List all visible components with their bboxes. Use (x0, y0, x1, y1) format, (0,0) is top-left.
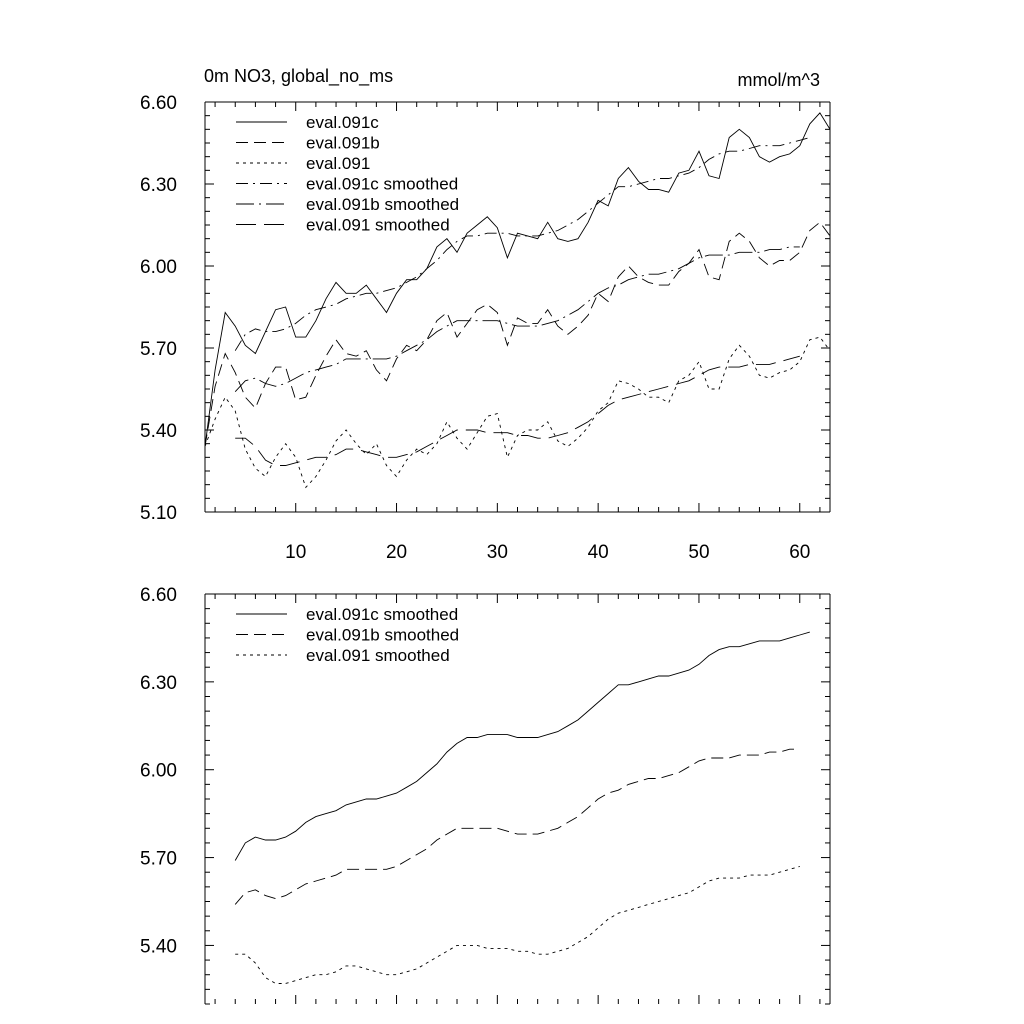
bottom-panel (140, 585, 830, 1004)
y-tick-label: 5.10 (140, 503, 177, 524)
y-tick-label: 6.60 (140, 93, 177, 114)
y-tick-label: 6.30 (140, 672, 177, 694)
chart-title: 0m NO3, global_no_ms (204, 66, 394, 86)
y-tick-label: 6.60 (140, 585, 177, 606)
legend-label: eval.091 (306, 154, 371, 173)
y-tick-label: 6.00 (140, 257, 177, 278)
series-line (205, 337, 830, 487)
legend-label: eval.091 smoothed (306, 215, 450, 235)
y-tick-label: 5.40 (140, 421, 177, 442)
legend-label: eval.091c smoothed (306, 605, 459, 624)
x-tick-label: 60 (789, 542, 811, 563)
series-line (235, 356, 800, 465)
legend-label: eval.091b (306, 133, 380, 153)
legend-label: eval.091c smoothed (306, 174, 459, 194)
y-tick-label: 6.30 (140, 175, 177, 196)
legend-label: eval.091c (306, 113, 379, 132)
y-tick-label: 5.70 (140, 848, 177, 870)
y-tick-label: 6.00 (140, 760, 177, 782)
units-label: mmol/m^3 (737, 70, 820, 90)
legend-label: eval.091b smoothed (306, 195, 460, 214)
y-tick-label: 5.70 (140, 339, 177, 360)
x-tick-label: 40 (587, 542, 609, 563)
series-line (235, 247, 800, 392)
x-tick-label: 20 (385, 542, 408, 563)
legend-label: eval.091b smoothed (306, 625, 460, 645)
x-tick-label: 30 (486, 542, 508, 563)
series-line (205, 222, 830, 446)
series-line (235, 632, 810, 860)
top-panel (140, 93, 830, 563)
x-tick-label: 50 (688, 542, 710, 563)
legend-label: eval.091 smoothed (306, 646, 450, 665)
x-tick-label: 10 (285, 542, 307, 563)
y-tick-label: 5.40 (140, 936, 177, 958)
series-line (205, 113, 830, 447)
series-line (235, 866, 800, 983)
series-line (235, 749, 800, 904)
